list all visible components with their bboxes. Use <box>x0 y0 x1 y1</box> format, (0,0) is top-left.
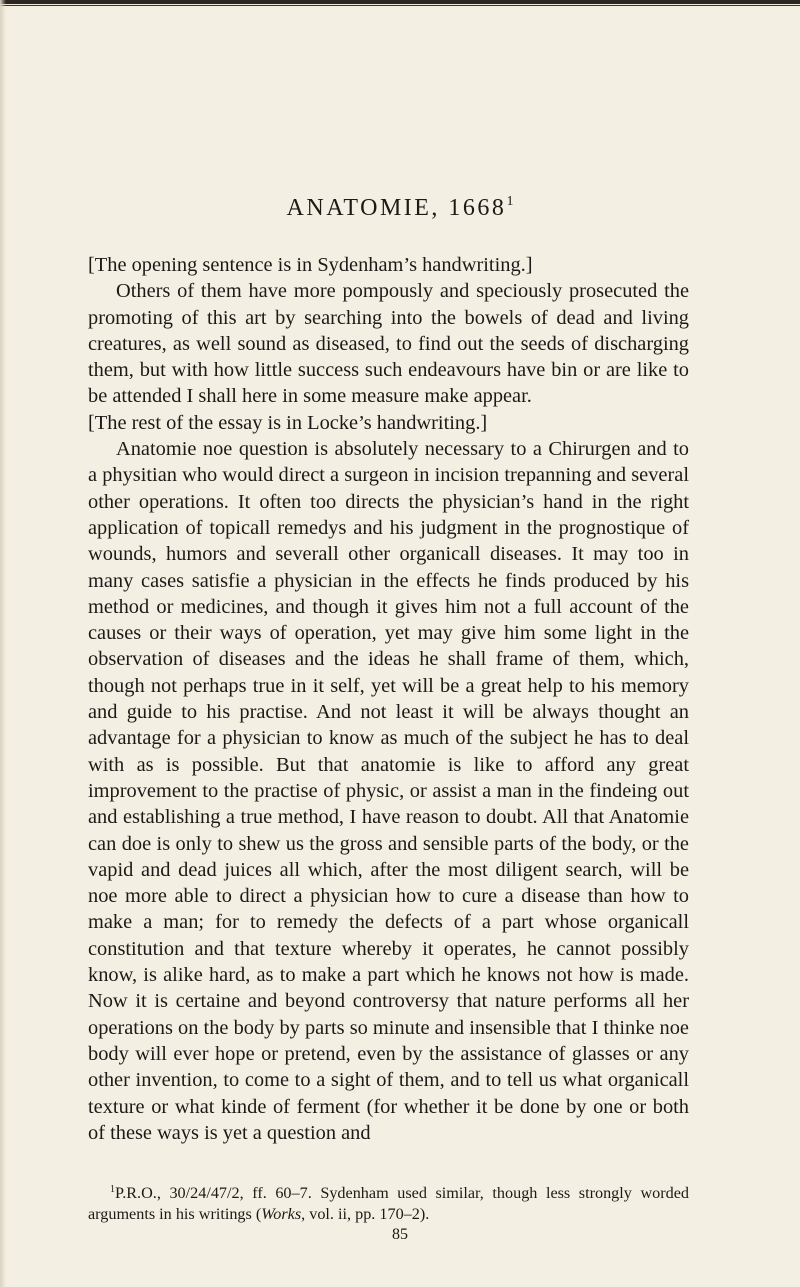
paragraph-2: Anatomie noe question is absolutely necessary to a Chirurgen and to a physitian who would direct a surgeon in incision trepanning and several other operations. It often too directs the physician’s hand in the right application of topicall remedys and his judgment in the prognostique of wounds, humors and severall other organicall diseases. It may too in many cases satisfie a physician in the effects he finds produced by his method or medicines, and though it gives him not a full account of the causes or their ways of operation, yet may give him some light in the observation of diseases and the ideas he shall frame of them, which, though not perhaps true in it self, yet will be a great help to his memory and guide to his practise. And not least it will be always thought an advantage for a physician to know as much of the subject he has to deal with as is possible. But that anatomie is like to afford any great improvement to the practise of physic, or assist a man in the findeing out and establishing a true method, I have reason to doubt. All that Anatomie can doe is only to shew us the gross and sensible parts of the body, or the vapid and dead juices all which, after the most diligent search, will be noe more able to direct a physician how to cure a disease than how to make a man; for to remedy the defects of a part whose organicall constitution and that texture whereby it operates, he cannot possibly know, is alike hard, as to make a part which he knows not how is made. Now it is certaine and beyond controversy that nature performs all her operations on the body by parts so minute and insensible that I thinke noe body will ever hope or pretend, even by the assistance of glasses or any other invention, to come to a sight of them, and to tell us what organicall texture or what kinde of ferment (for whether it be done by one or both of these ways is yet a question and <box>88 438 689 1144</box>
footnotes <box>88 1183 689 1224</box>
body-text <box>88 252 689 1146</box>
chapter-title <box>0 195 800 222</box>
footnote-italic-title: Works <box>261 1204 302 1223</box>
footnote-text-before: P.R.O., 30/24/47/2, ff. 60–7. Sydenham used similar, though less strongly worded arguments in his writings ( <box>88 1184 689 1223</box>
footnote <box>88 1183 689 1224</box>
chapter-title-text: ANATOMIE, 1668 <box>286 195 507 221</box>
footnote-reference: 1 <box>506 194 514 209</box>
paragraph-1: Others of them have more pompously and speciously prosecuted the promoting of this art by searching into the bowels of dead and living creatures, as well sound as diseased, to find out the seeds of discharging them, but with how little success such endeavours have bin or are like to be attended I shall here in some measure make appear. <box>88 280 689 408</box>
editorial-note-opening: [The opening sentence is in Sydenham’s handwriting.] <box>88 254 533 276</box>
footnote-text-after: , vol. ii, pp. 170–2). <box>301 1204 430 1223</box>
editorial-note-rest: [The rest of the essay is in Locke’s handwriting.] <box>88 411 488 434</box>
footnote-marker: 1 <box>110 1184 115 1195</box>
page-number: 85 <box>392 1226 408 1243</box>
